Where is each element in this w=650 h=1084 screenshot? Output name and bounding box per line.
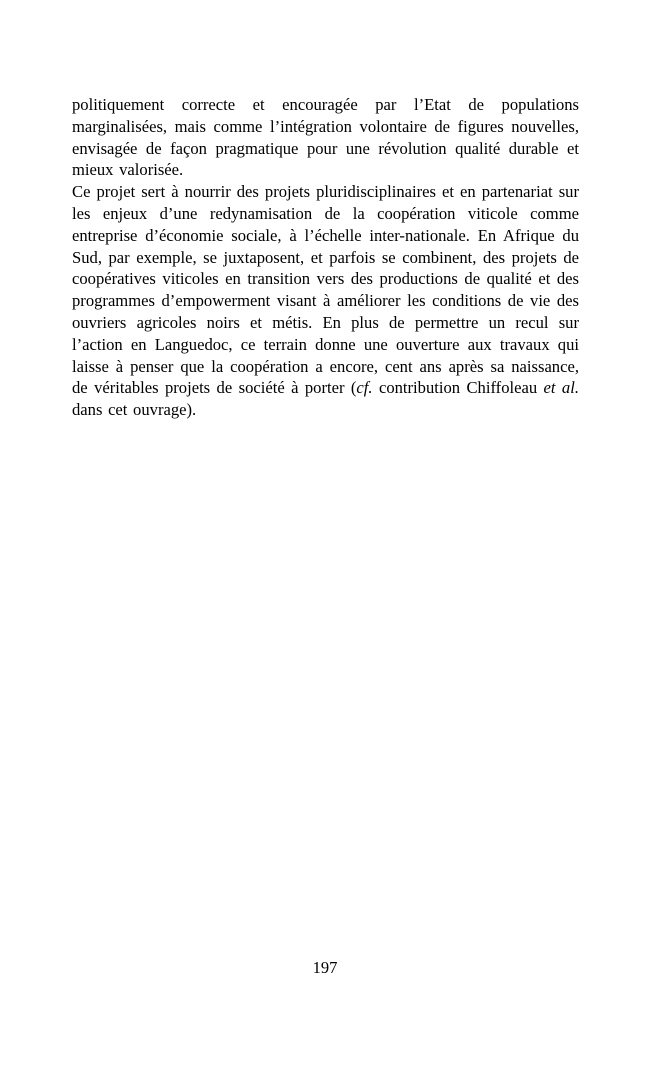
paragraph-2-text-middle: contribution Chiffoleau <box>372 378 544 398</box>
cf-italic: cf. <box>356 378 373 398</box>
page-number: 197 <box>312 958 338 977</box>
paragraph-2-text-start: Ce projet sert à nourrir des projets pluridisciplinaires et en partenariat sur les enjeux d’une redynamisation de la coopération viticole comme entreprise d’économie sociale, à l’échelle inter-nationale. En Afrique du Sud, par exemple, se juxtaposent, et parfois se combinent, des projets de coopératives viticoles en transition vers des productions de qualité et des programmes d’empowerment visant à améliorer les conditions de vie des ouvriers agricoles noirs et métis. En plus de permettre un recul sur l’action en Languedoc, ce terrain donne une ouverture aux travaux qui laisse à penser que la coopération a encore, cent ans après sa naissance, de véritables projets de société à porter ( <box>72 182 579 398</box>
et-al-italic: et al. <box>543 378 579 398</box>
body-text <box>72 94 579 421</box>
paragraph-1: politiquement correcte et encouragée par l’Etat de populations marginalisées, mais comme l’intégration volontaire de figures nouvelles, envisagée de façon pragmatique pour une révolution qualité durable et mieux valorisée. <box>72 95 579 180</box>
paragraph-2-text-end: dans cet ouvrage). <box>72 400 197 420</box>
paragraph-2 <box>72 181 579 421</box>
